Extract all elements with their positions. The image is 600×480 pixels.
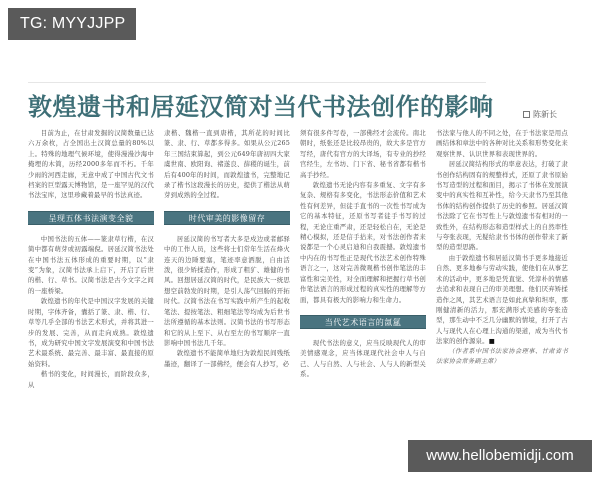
author-note: （作者系中国书法家协会理事、甘肃省书法家协会常务副主席） [436,347,568,365]
paragraph: 敦煌遗书不能简单地归为敦煌民间残纸墨迹，翻译了一部佛经，便会有人抄写，必 [164,349,290,368]
paragraph: 须有很多件写卷，一部佛经才会流传。南北朝时，纸张还是比较昂贵的，故大多是官方写经，唐代有官方的大译场，有专业的抄经官经生，左书坊、门下省、秘书省都有楷书高手抄经。 [300,129,426,179]
paragraph: 楷书的变化，时间漫长，而阶段众多，从 [28,370,154,389]
article-column-4 [436,128,568,367]
paragraph: 敦煌遗书无论内容有多重复、文字有多复杂、规格有多变化，书法形态价值和艺术性有何差异，但徒手直书的一次性书写成为它的基本特征，还原书写者徒手书写的过程，无论庄重严肃，还是轻松自在，无论是精心模拟，还是信手拈来，对书法创作者来说都是一个心灵启迪和自我震撼。敦煌遗书中内在的书写性正是现代书法艺术创作特殊语言之一，这对完善微观楷书创作笔法的丰富性和完美性，对全面理解和把握行草书创作笔法语言的形成过程的真实性的理解等方面，都具有极大的影响力和生命力。 [300,181,426,304]
paragraph: 居延汉简结构形式的率意表达，打破了隶书创作结构固有的规整样式，还原了隶书原始书写造型的过程和面目，揭示了书体在发展演变中的真实性和互补性，给今天隶书乃至其他书体的结构创作提供了历史的参照。居延汉简书法除了它在书写性上与敦煌遗书有相对的一致性外，在结构形态和造型样式上的自然率性与夸张表现，无疑给隶书书体的创作带来了新型的造型思路。 [436,160,568,252]
section-header: 时代审美的影像留存 [164,211,290,225]
byline [523,109,557,120]
paragraph: 居延汉简的书写者大多是戍边或者邮驿中的工作人员，这些将士们常年生活在烽火连天的边陲要塞，笔迹率意洒脱，自由活泼，很少矫揉造作，形成了粗犷、雄健的书风。回想居延汉简的时代，是民族大一统思想空前勃发的时期，是引人荡气回肠的开拓时代。汉简书法在书写实践中所产生的起收笔法、提按笔法、粗细笔法等均成为后世书法所遵循的基本法则。汉简书法的书写形态和它的从上至下、从右至左的书写顺序一直影响中国书法几千年。 [164,234,290,347]
section-header: 当代艺术语言的氤氲 [300,315,426,329]
paragraph: 敦煌遗书的年代是中国汉字发展的关键时期，字体齐备，囊括了篆、隶、楷、行、草等几乎全部的书法艺术形式，并将其进一步的发展、完善，从而走向成熟。敦煌遗书，成为研究中国文字发展演变和中国书法艺术最系统、最完善、最丰富、最直接的原始资料。 [28,297,154,368]
paragraph: 目前为止，在甘肃发掘的汉简数量已达六万余枚，占全国出土汉简总量的80%以上。特殊的地理气候环境，使得漫漫沙海中掩埋的木简，历经2000多年而不朽。千年少雨的河西走廊，无意中成了中国古代文书档案的巨型露天博物馆，是一座罕见的汉代书法宝库，这里珍藏着最早的书法真迹。 [28,129,154,200]
article-column-3 [300,128,426,380]
article-column-1 [28,128,154,390]
paragraph-text: 由于敦煌遗书和居延汉简书手更多地接近自然、更多地参与劳动实践，使他们在从事艺术的活动中，更多地是凭直觉、凭淳朴的情感去追求和表现自己的审美理想。他们厌弃矫揉造作之风，其艺术语言是如此真挚和坦率，那刚健清新的活力，那充满形式美感的夸张造型，那生动中不乏几分幽默的情境，打开了古人与现代人在心理上沟通的渠道，成为当代书法家的创作源泉。 [436,253,568,346]
paragraph: 现代书法的意义，应当反映现代人的审美情感观念，应当体现现代社会中人与自己、人与自然、人与社会、人与人的新型关系。 [300,338,426,379]
tag-badge: TG: MYYJJPP [8,8,136,40]
end-mark-icon: ■ [488,337,495,346]
paragraph: 中国书法的五体——篆隶草行楷，在汉简中都有萌芽或初露端倪。居延汉简书法处在中国书法五体形成的重要时期，以“隶变”为象，汉简书法承上启下，开启了后世的楷、行、草书。汉简书法是古今文字之间的一座桥梁。 [28,234,154,295]
article-headline: 敦煌遗书和居延汉简对当代书法创作的影响 [28,93,494,121]
article-column-2 [164,128,290,369]
paragraph: 隶楷、魏楷一直到唐楷，其所花的时间比篆、隶、行、草都多得多。如果从公元265年三国结束算起，到公元649年唐初四大家虞世南、欧阳询、褚遂良、薛稷的诞生，前后有400年的时间，而敦煌遗书，完整地记录了楷书这段漫长的历史，提供了楷法从萌芽到成熟的全过程。 [164,129,290,200]
section-header: 呈现五体书法演变全貌 [28,211,154,225]
author-name: 陈新长 [533,110,557,119]
paragraph: 书法家与他人的不同之处，在于书法家是用点画结体和章法中的各种对比关系和形势变化来观察世界、认识世界和表现世界的。 [436,129,568,158]
watermark-badge: www.hellobemidji.com [408,440,592,472]
square-icon [523,111,530,118]
top-divider [28,82,486,83]
article-body [28,128,588,398]
paragraph [436,253,568,347]
